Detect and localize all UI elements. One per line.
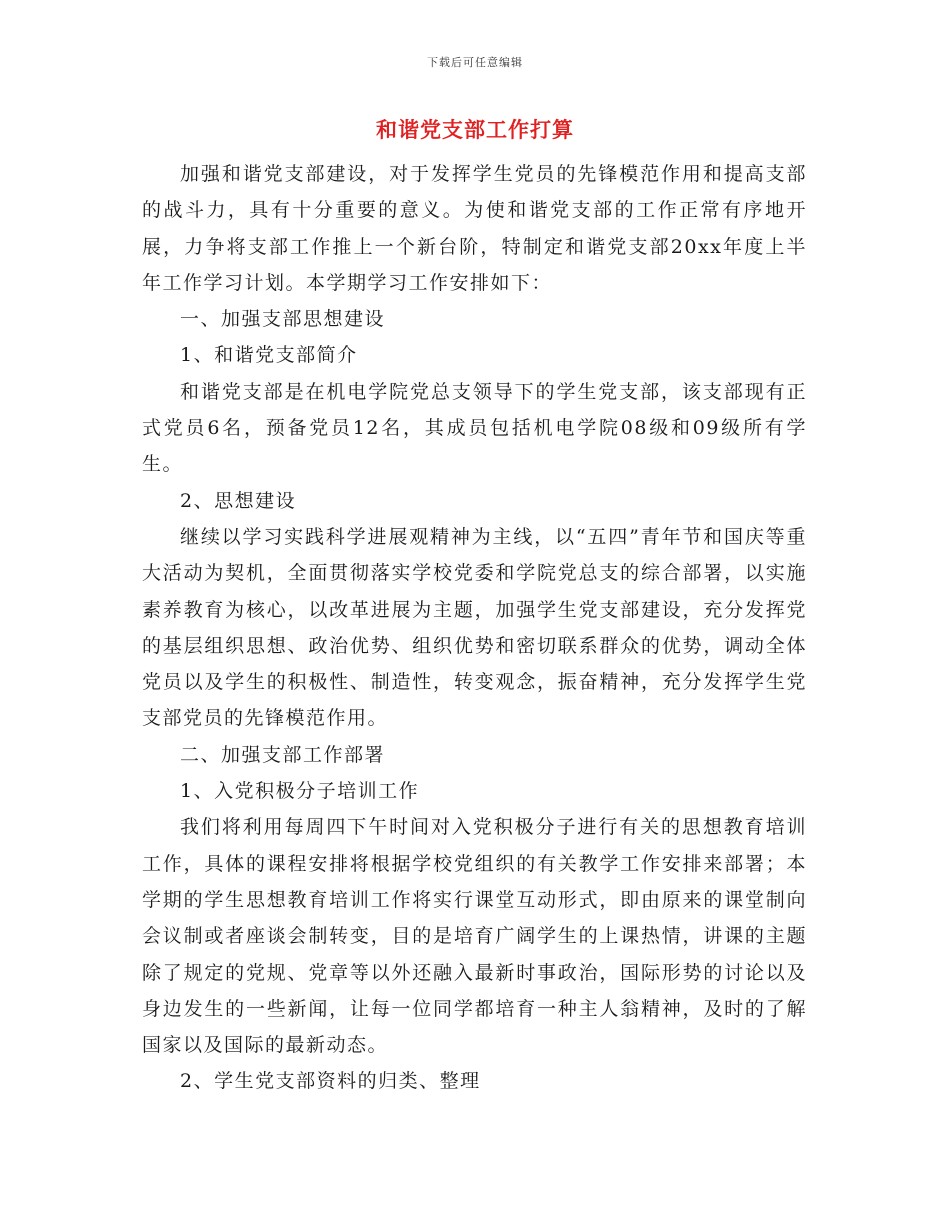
page-header-note: 下载后可任意编辑 <box>427 56 523 69</box>
subsection-heading-2-2: 2、学生党支部资料的归类、整理 <box>180 1070 481 1093</box>
section-heading-2: 二、加强支部工作部署 <box>180 743 386 766</box>
subsection-heading-1-2: 2、思想建设 <box>180 489 297 512</box>
ideology-paragraph: 继续以学习实践科学进展观精神为主线，以“五四”青年节和国庆等重大活动为契机，全面贯彻落实学校党委和学院党总支的综合部署，以实施素养教育为核心，以改革进展为主题，加强学生党支部建设，充分发挥党的基层组织思想、政治优势、组织优势和密切联系群众的优势，调动全体党员以及学生的积极性、制造性，转变观念，振奋精神，充分发挥学生党支部党员的先锋模范作用。 <box>142 525 807 730</box>
subsection-heading-2-1: 1、入党积极分子培训工作 <box>180 780 420 803</box>
section-heading-1: 一、加强支部思想建设 <box>180 308 386 331</box>
document-body <box>142 156 807 1100</box>
intro-paragraph: 加强和谐党支部建设，对于发挥学生党员的先锋模范作用和提高支部的战斗力，具有十分重要的意义。为使和谐党支部的工作正常有序地开展，力争将支部工作推上一个新台阶，特制定和谐党支部20xx年度上半年工作学习计划。本学期学习工作安排如下： <box>142 163 807 294</box>
subsection-heading-1-1: 1、和谐党支部简介 <box>180 344 358 367</box>
training-paragraph: 我们将利用每周四下午时间对入党积极分子进行有关的思想教育培训工作，具体的课程安排将根据学校党组织的有关教学工作安排来部署；本学期的学生思想教育培训工作将实行课堂互动形式，即由原来的课堂制向会议制或者座谈会制转变，目的是培育广阔学生的上课热情，讲课的主题除了规定的党规、党章等以外还融入最新时事政治，国际形势的讨论以及身边发生的一些新闻，让每一位同学都培育一种主人翁精神，及时的了解国家以及国际的最新动态。 <box>142 816 807 1057</box>
branch-intro-paragraph: 和谐党支部是在机电学院党总支领导下的学生党支部，该支部现有正式党员6名，预备党员12名，其成员包括机电学院08级和09级所有学生。 <box>142 380 807 476</box>
document-title: 和谐党支部工作打算 <box>376 117 574 142</box>
